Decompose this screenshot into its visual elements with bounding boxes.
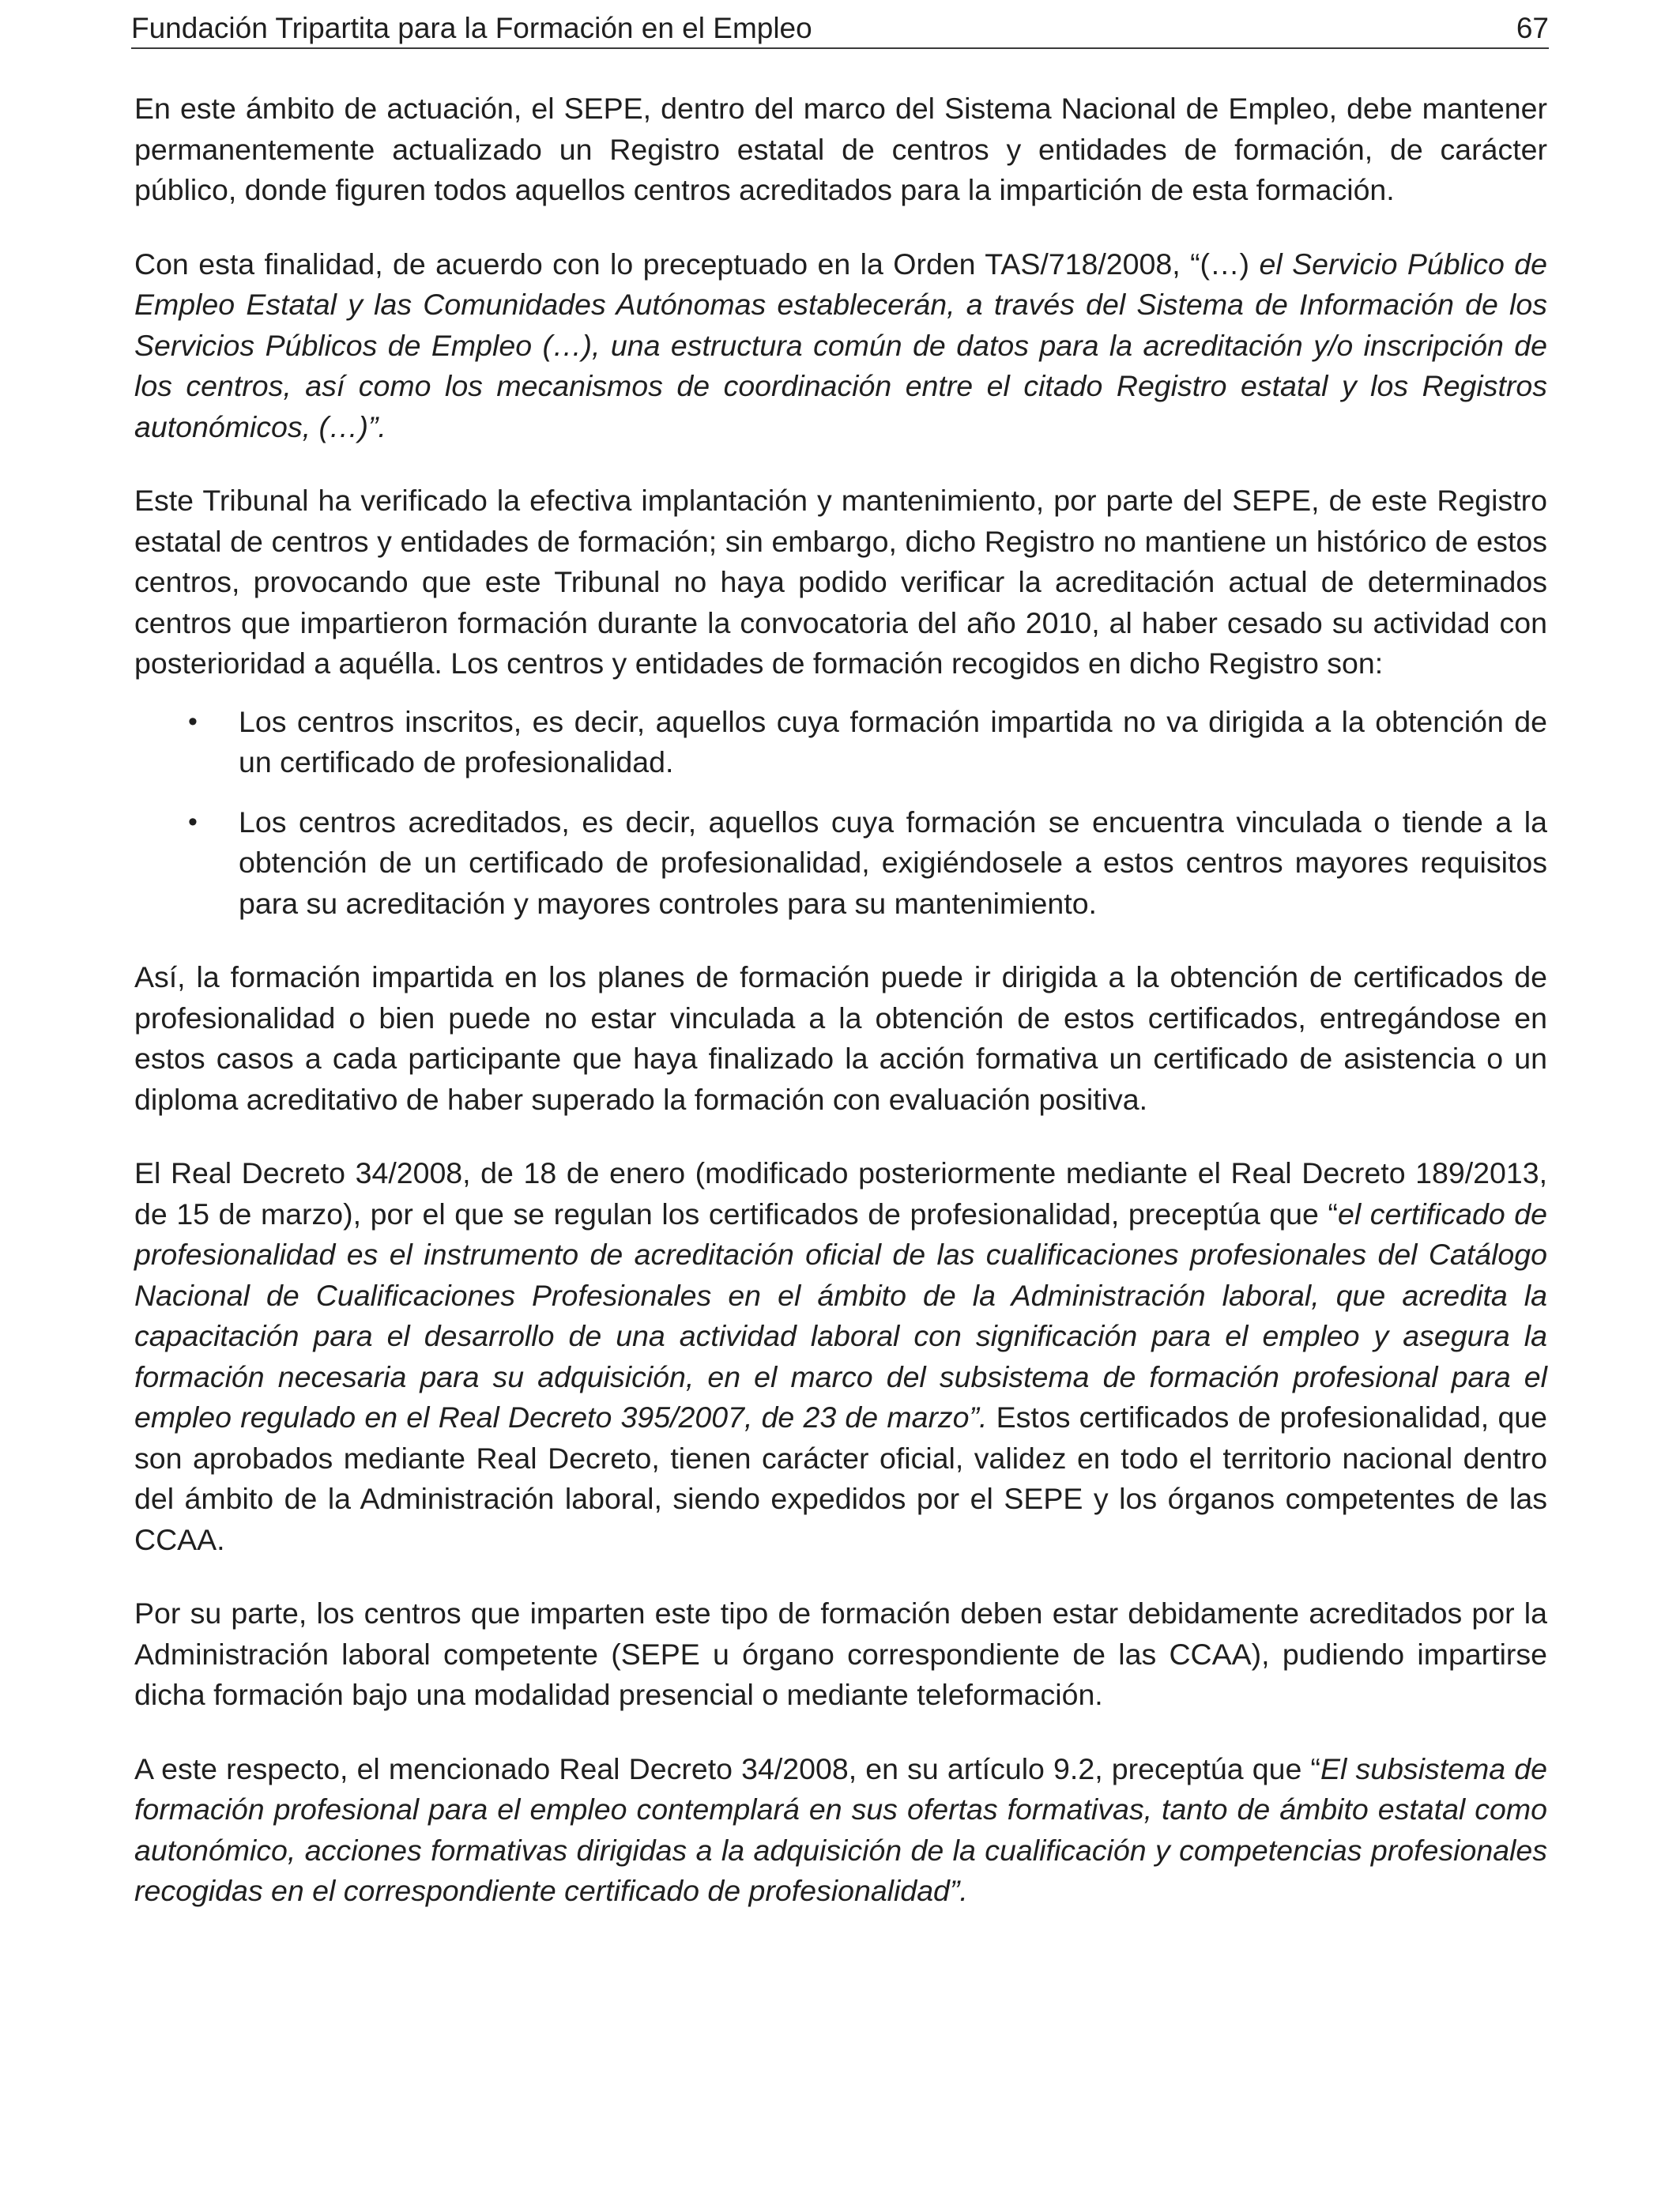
header-title: Fundación Tripartita para la Formación en el Empleo: [131, 12, 812, 44]
list-item-text: Los centros acreditados, es decir, aquellos cuya formación se encuentra vinculada o tiende a la obtención de un certificado de profesionalidad, exigiéndosele a estos centros mayores requisitos para su acreditación y mayores controles para su mantenimiento.: [239, 805, 1547, 920]
paragraph-registro: [134, 89, 1547, 211]
bullet-list: [134, 702, 1547, 925]
quoted-text: el Servicio Público de Empleo Estatal y las Comunidades Autónomas establecerán, a través del Sistema de Información de los Servicios Públicos de Empleo (…), una estructura común de datos para la acreditación y/o inscripción de los centros, así como los mecanismos de coordinación entre el citado Registro estatal y los Registros autonómicos, (…)”.: [134, 247, 1548, 443]
paragraph-centros: [134, 1593, 1547, 1716]
paragraph-text: Estos certificados de profesionalidad, que son aprobados mediante Real Decreto, tienen carácter oficial, validez en todo el territorio nacional dentro del ámbito de la Administración laboral, siendo expedidos por el SEPE y los órganos competentes de las CCAA.: [134, 1400, 1548, 1556]
paragraph-articulo: [134, 1749, 1547, 1912]
paragraph-text: El Real Decreto 34/2008, de 18 de enero (modificado posteriormente mediante el Real Decreto 189/2013, de 15 de marzo), por el que se regulan los certificados de profesionalidad, preceptúa que “: [134, 1156, 1547, 1231]
paragraph-formacion: [134, 957, 1547, 1120]
paragraph-text: Este Tribunal ha verificado la efectiva implantación y mantenimiento, por parte del SEPE, de este Registro estatal de centros y entidades de formación; sin embargo, dicho Registro no mantiene un histórico de estos centros, provocando que este Tribunal no haya podido verificar la acreditación actual de determinados centros que impartieron formación durante la convocatoria del año 2010, al haber cesado su actividad con posterioridad a aquélla. Los centros y entidades de formación recogidos en dicho Registro son:: [134, 484, 1547, 680]
paragraph-orden-tas: [134, 244, 1547, 448]
paragraph-real-decreto: [134, 1153, 1547, 1560]
list-item-text: Los centros inscritos, es decir, aquellos cuya formación impartida no va dirigida a la obtención de un certificado de profesionalidad.: [239, 704, 1547, 778]
page-header: [131, 9, 1549, 49]
list-item: [134, 702, 1547, 783]
quoted-text: el certificado de profesionalidad es el instrumento de acreditación oficial de las cualificaciones profesionales del Catálogo Nacional de Cualificaciones Profesionales en el ámbito de la Administración laboral, que acredita la capacitación para el desarrollo de una actividad laboral con significación para el empleo y asegura la formación necesaria para su adquisición, en el marco del subsistema de formación profesional para el empleo regulado en el Real Decreto 395/2007, de 23 de marzo”.: [134, 1197, 1547, 1434]
quoted-text: El subsistema de formación profesional para el empleo contemplará en sus ofertas formativas, tanto de ámbito estatal como autonómico, acciones formativas dirigidas a la adquisición de la cualificación y competencias profesionales recogidas en el correspondiente certificado de profesionalidad”.: [134, 1751, 1547, 1907]
paragraph-text: En este ámbito de actuación, el SEPE, dentro del marco del Sistema Nacional de Empleo, debe mantener permanentemente actualizado un Registro estatal de centros y entidades de formación, de carácter público, donde figuren todos aquellos centros acreditados para la impartición de esta formación.: [134, 92, 1547, 206]
paragraph-text: A este respecto, el mencionado Real Decreto 34/2008, en su artículo 9.2, preceptúa que “: [134, 1751, 1320, 1785]
bullet-icon: •: [188, 706, 198, 737]
list-item: [134, 802, 1547, 925]
paragraph-text: Por su parte, los centros que imparten este tipo de formación deben estar debidamente acreditados por la Administración laboral competente (SEPE u órgano correspondiente de las CCAA), pudiendo impartirse dicha formación bajo una modalidad presencial o mediante teleformación.: [134, 1596, 1547, 1711]
paragraph-text: Así, la formación impartida en los planes de formación puede ir dirigida a la obtención de certificados de profesionalidad o bien puede no estar vinculada a la obtención de estos certificados, entregándose en estos casos a cada participante que haya finalizado la acción formativa un certificado de asistencia o un diploma acreditativo de haber superado la formación con evaluación positiva.: [134, 960, 1547, 1116]
paragraph-text: Con esta finalidad, de acuerdo con lo preceptuado en la Orden TAS/718/2008, “(…): [134, 247, 1260, 281]
document-body: [134, 89, 1547, 1945]
paragraph-tribunal: [134, 481, 1547, 684]
page-number: 67: [1516, 12, 1549, 44]
bullet-icon: •: [188, 806, 198, 837]
